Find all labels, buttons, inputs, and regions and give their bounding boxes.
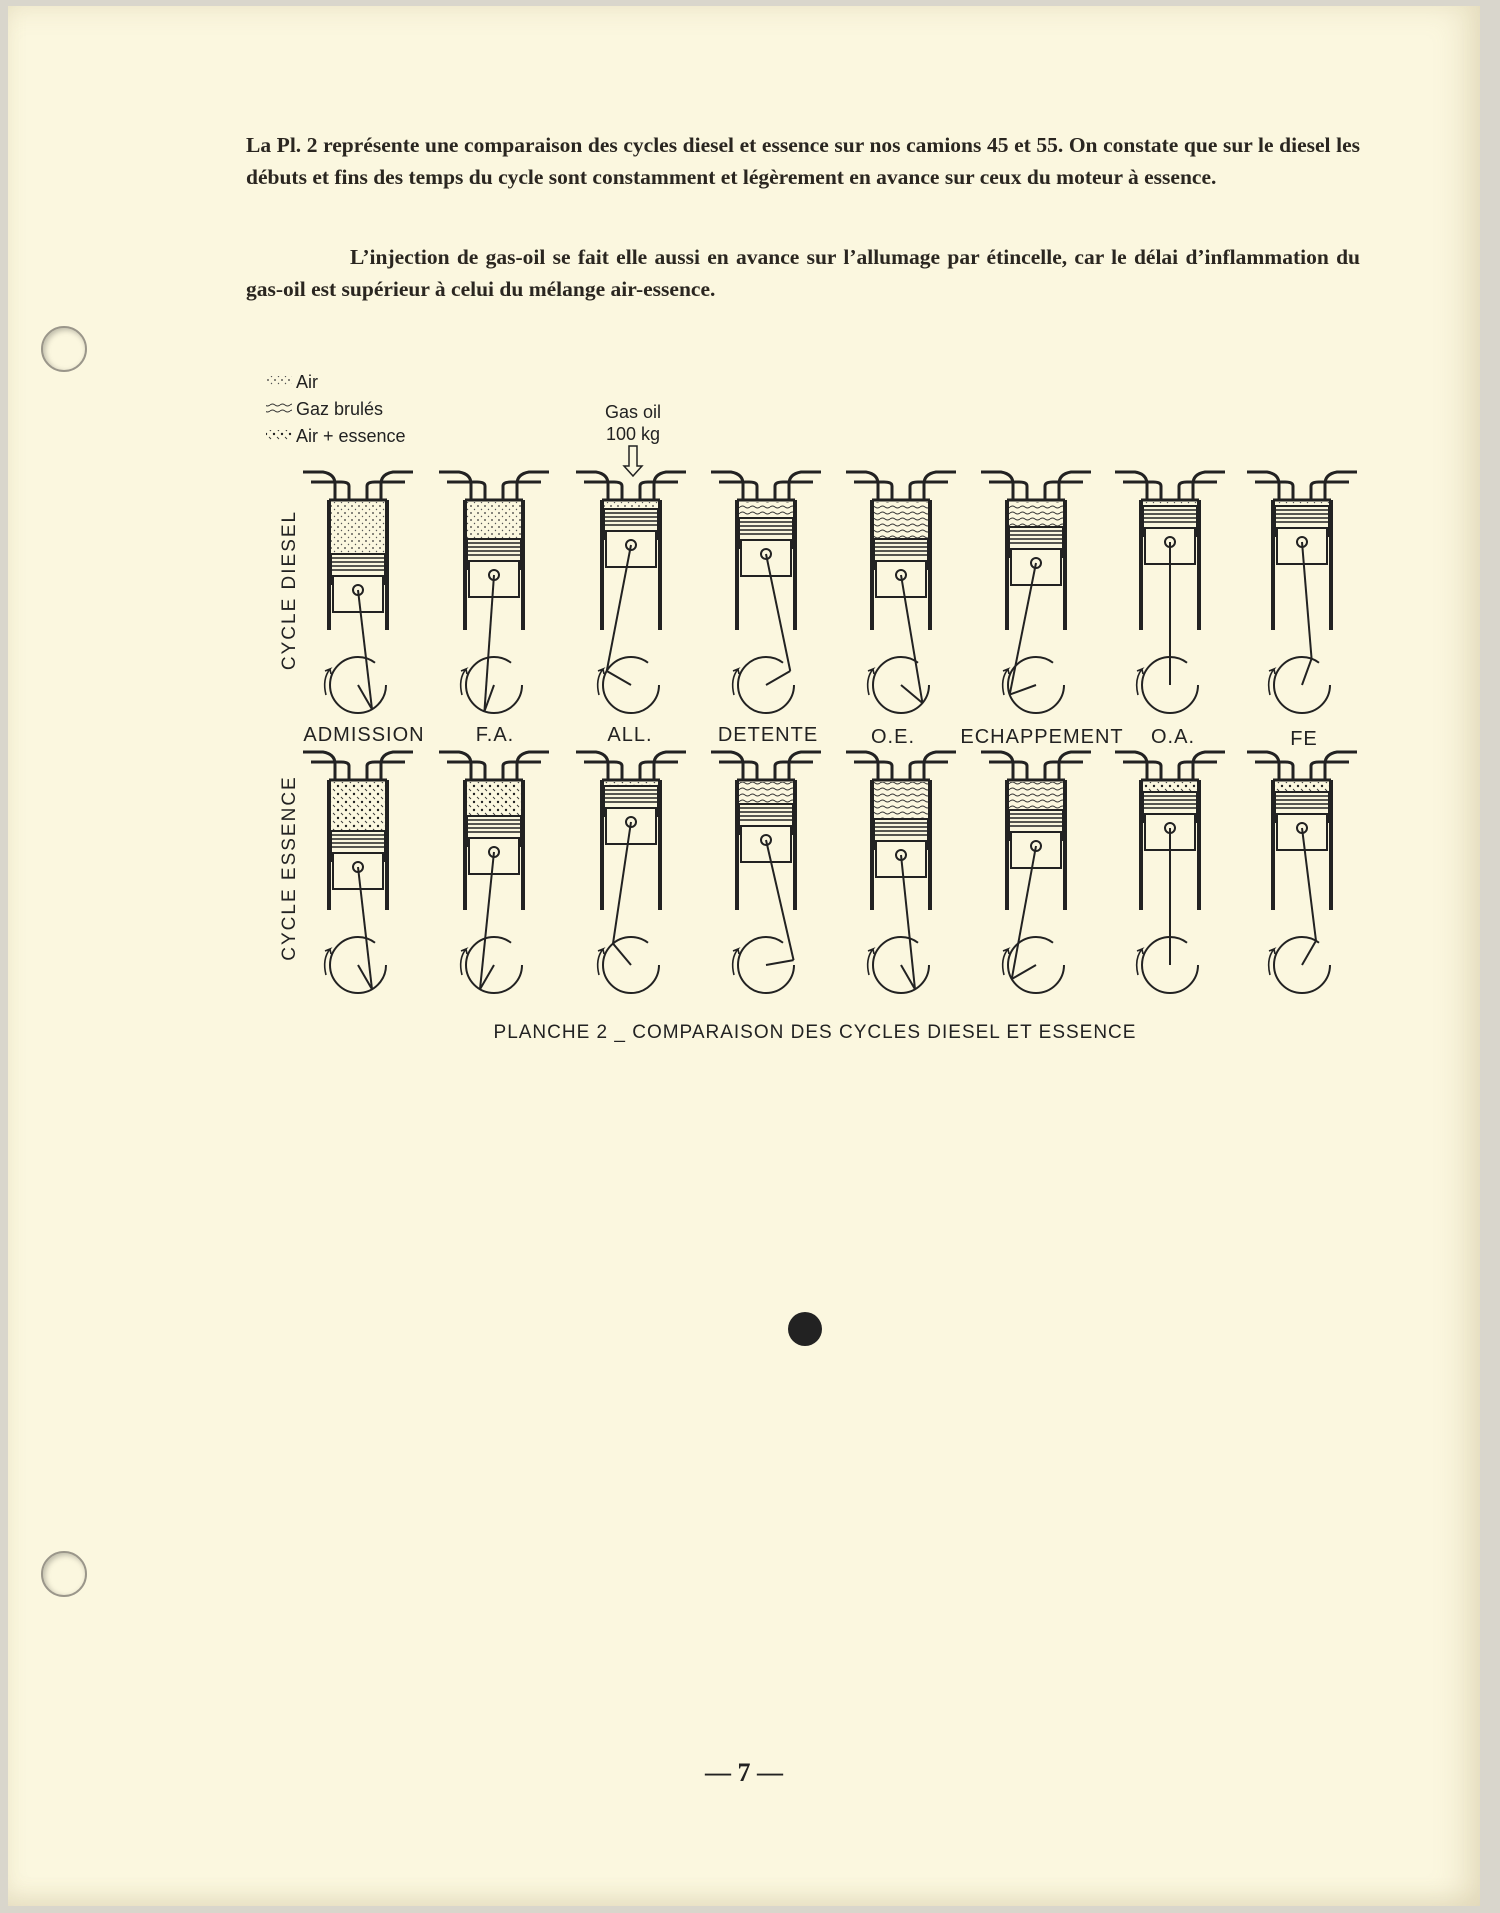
legend-burnt-label: Gaz brulés xyxy=(296,399,384,419)
essence-cylinder-2 xyxy=(439,752,549,993)
row-label-diesel: CYCLE DIESEL xyxy=(279,509,300,671)
diesel-cylinder-6 xyxy=(981,472,1091,713)
injection-label-2: 100 kg xyxy=(605,424,661,444)
legend-air-label: Air xyxy=(296,372,318,392)
legend-burnt-swatch xyxy=(266,403,292,413)
page-number: — 7 — xyxy=(705,1758,783,1787)
injector-arrow xyxy=(624,446,642,476)
legend-air-swatch xyxy=(266,376,292,386)
paragraph-1: La Pl. 2 représente une comparaison des cycles diesel et essence sur nos camions 45 et 55. On constate que sur le diesel les débuts et fins des temps du cycle sont constamment et légèrement en avance sur ceux du moteur à essence. xyxy=(246,133,1360,189)
diesel-cylinders xyxy=(303,472,1357,713)
diesel-cylinder-4 xyxy=(711,472,821,713)
essence-cylinder-1 xyxy=(303,752,413,993)
paragraph-2: L’injection de gas-oil se fait elle aussi en avance sur l’allumage par étincelle, car le délai d’inflammation du gas-oil est supérieur à celui du mélange air-essence. xyxy=(246,245,1360,301)
diesel-cylinder-8 xyxy=(1247,472,1357,713)
stage-label-all: ALL. xyxy=(607,724,653,746)
stage-label-oe: O.E. xyxy=(870,726,916,748)
essence-cylinder-4 xyxy=(711,752,821,993)
diesel-cylinder-2 xyxy=(439,472,549,713)
essence-cylinder-5 xyxy=(846,752,956,993)
stage-labels xyxy=(303,724,1317,750)
stage-label-detente: DETENTE xyxy=(717,724,819,746)
essence-cylinder-8 xyxy=(1247,752,1357,993)
diesel-cylinder-7 xyxy=(1115,472,1225,713)
essence-cylinder-7 xyxy=(1115,752,1225,993)
injection-label-1: Gas oil xyxy=(604,402,662,422)
stage-label-admission: ADMISSION xyxy=(303,724,425,746)
legend xyxy=(266,372,406,446)
stage-label-fa: F.A. xyxy=(475,724,515,746)
legend-mix-label: Air + essence xyxy=(296,426,406,446)
diesel-cylinder-1 xyxy=(303,472,413,713)
essence-cylinder-6 xyxy=(981,752,1091,993)
essence-cylinder-3 xyxy=(576,752,686,993)
diesel-cylinder-5 xyxy=(846,472,956,713)
legend-mix-swatch xyxy=(266,430,292,440)
stage-label-fe: FE xyxy=(1290,728,1318,750)
figure-caption: PLANCHE 2 _ COMPARAISON DES CYCLES DIESEL ET ESSENCE xyxy=(493,1022,1137,1043)
diesel-cylinder-3 xyxy=(576,472,686,713)
stage-label-echappement: ECHAPPEMENT xyxy=(960,726,1124,748)
essence-cylinders xyxy=(303,752,1357,993)
stage-label-oa: O.A. xyxy=(1150,726,1196,748)
row-label-essence: CYCLE ESSENCE xyxy=(279,775,300,961)
